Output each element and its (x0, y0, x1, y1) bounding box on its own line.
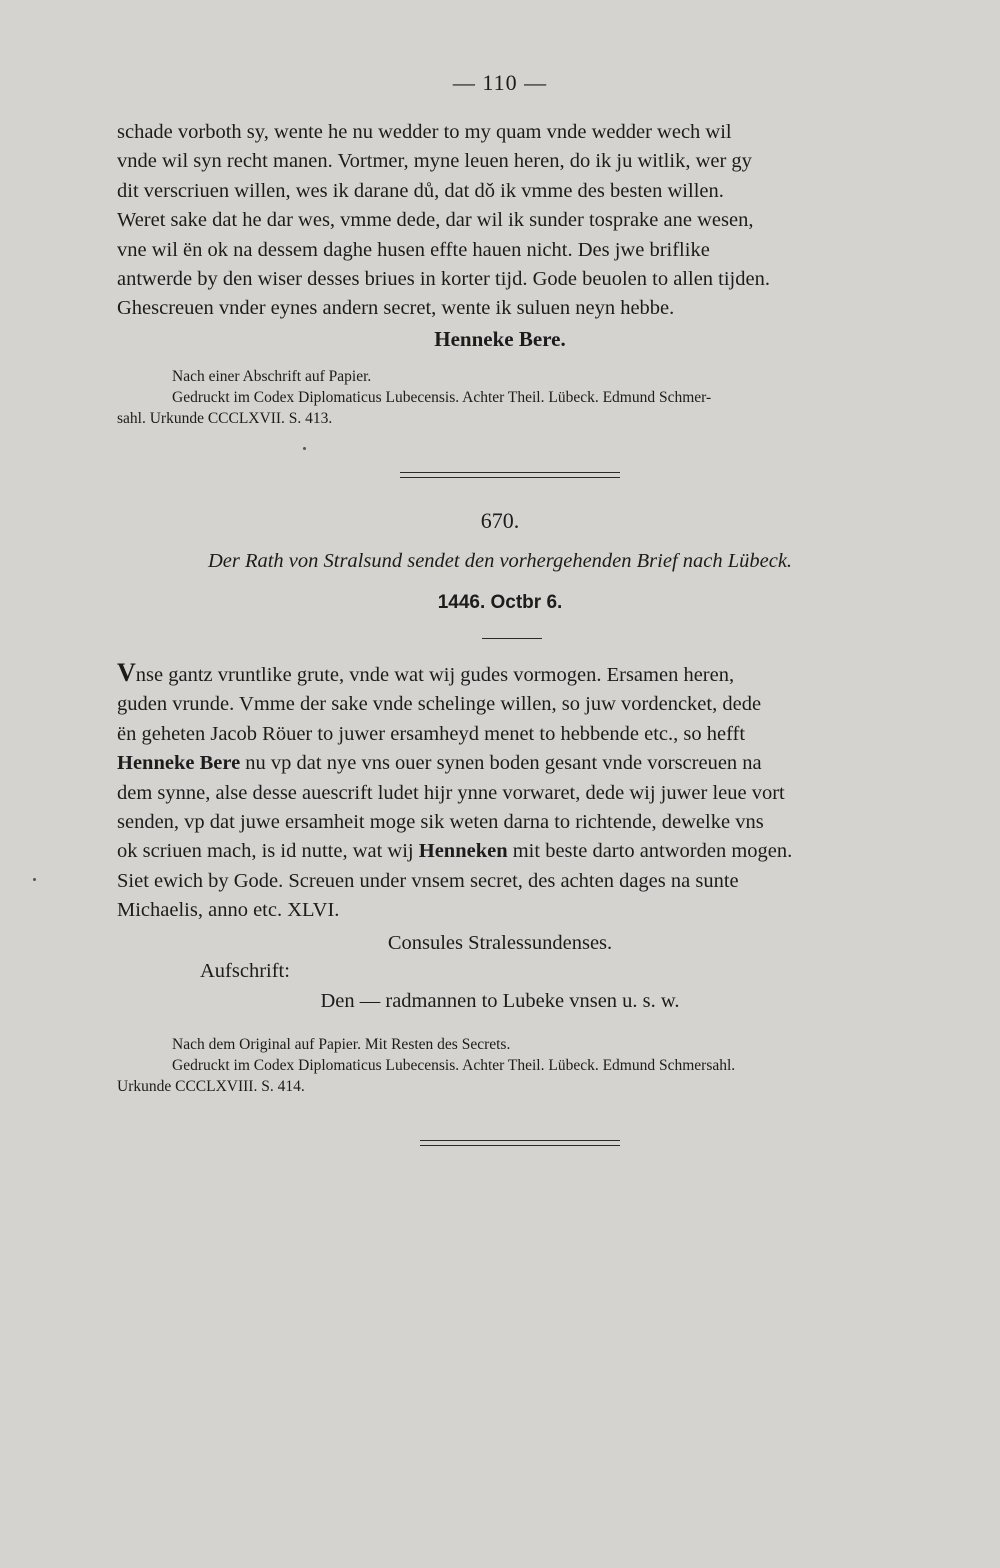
text-line: Henneke Bere nu vp dat nye vns ouer synen boden gesant vnde vorscreuen na (117, 752, 762, 775)
paper-speck (303, 447, 306, 450)
text-line: Michaelis, anno etc. XLVI. (117, 899, 340, 922)
text-line: senden, vp dat juwe ersamheit moge sik weten darna to richtende, dewelke vns (117, 811, 764, 834)
text-line: Siet ewich by Gode. Screuen under vnsem secret, des achten dages na sunte (117, 869, 739, 892)
text-line: Vnse gantz vruntlike grute, vnde wat wij gudes vormogen. Ersamen heren, (117, 658, 735, 687)
text-line: schade vorboth sy, wente he nu wedder to my quam vnde wedder wech wil (117, 121, 732, 143)
note-line: Nach einer Abschrift auf Papier. (172, 368, 372, 385)
document-number: 670. (480, 508, 520, 533)
letter-body (117, 658, 913, 926)
address-line: Den — radmannen to Lubeke vnsen u. s. w. (320, 990, 680, 1012)
text-line: dem synne, alse desse auescrift ludet hijr ynne vorwaret, dede wij juwer leue vort (117, 781, 785, 804)
text-line: Weret sake dat he dar wes, vmme dede, dar wil ik sunder tosprake ane wesen, (117, 209, 754, 232)
text-line: ën geheten Jacob Röuer to juwer ersamheyd menet to hebbende etc., so hefft (117, 722, 746, 745)
note-line: Gedruckt im Codex Diplomaticus Lubecensis. Achter Theil. Lübeck. Edmund Schmer- (172, 389, 712, 406)
address-label: Aufschrift: (200, 960, 290, 982)
text-line: Ghescreuen vnder eynes andern secret, wente ik suluen neyn hebbe. (117, 297, 675, 320)
initial-letter: V (117, 658, 136, 687)
text-line: ok scriuen mach, is id nutte, wat wij Henneken mit beste darto antworden mogen. (117, 840, 793, 863)
page-number: — 110 — (452, 70, 548, 95)
text-line: guden vrunde. Vmme der sake vnde schelinge willen, so juw vordencket, dede (117, 693, 762, 716)
document-summary: Der Rath von Stralsund sendet den vorhergehenden Brief nach Lübeck. (207, 550, 793, 572)
note-line: Nach dem Original auf Papier. Mit Resten des Secrets. (172, 1036, 511, 1053)
text-line: vne wil ën ok na dessem daghe husen effte hauen nicht. Des jwe briflike (117, 238, 710, 261)
note-line: Gedruckt im Codex Diplomaticus Lubecensis. Achter Theil. Lübeck. Edmund Schmersahl. (172, 1057, 736, 1074)
signature: Henneke Bere. (434, 327, 566, 351)
source-note (117, 366, 913, 429)
section-divider (420, 1140, 620, 1146)
header-rule (482, 638, 542, 639)
text-line: antwerde by den wiser desses brіues in korter tijd. Gode beuolen to allen tijden. (117, 268, 770, 291)
document-date: 1446. Octbr 6. (437, 592, 563, 613)
person-name: Henneken (418, 840, 508, 863)
source-note (117, 1034, 913, 1097)
note-line: Urkunde CCCLXVIII. S. 414. (117, 1078, 305, 1095)
letter-closing: Consules Stralessundenses. (387, 932, 613, 954)
paper-speck (33, 878, 36, 881)
note-line: sahl. Urkunde CCCLXVII. S. 413. (117, 410, 333, 427)
text-line: dit verscriuen willen, wes ik darane dů, dat dǒ ik vmme des besten willen. (117, 179, 724, 202)
person-name: Henneke Bere (117, 752, 241, 775)
section-divider (400, 472, 620, 478)
text-line: vnde wil syn recht manen. Vortmer, myne leuen heren, do ik ju witlik, wer gy (117, 150, 752, 173)
letter-continuation (117, 118, 913, 324)
